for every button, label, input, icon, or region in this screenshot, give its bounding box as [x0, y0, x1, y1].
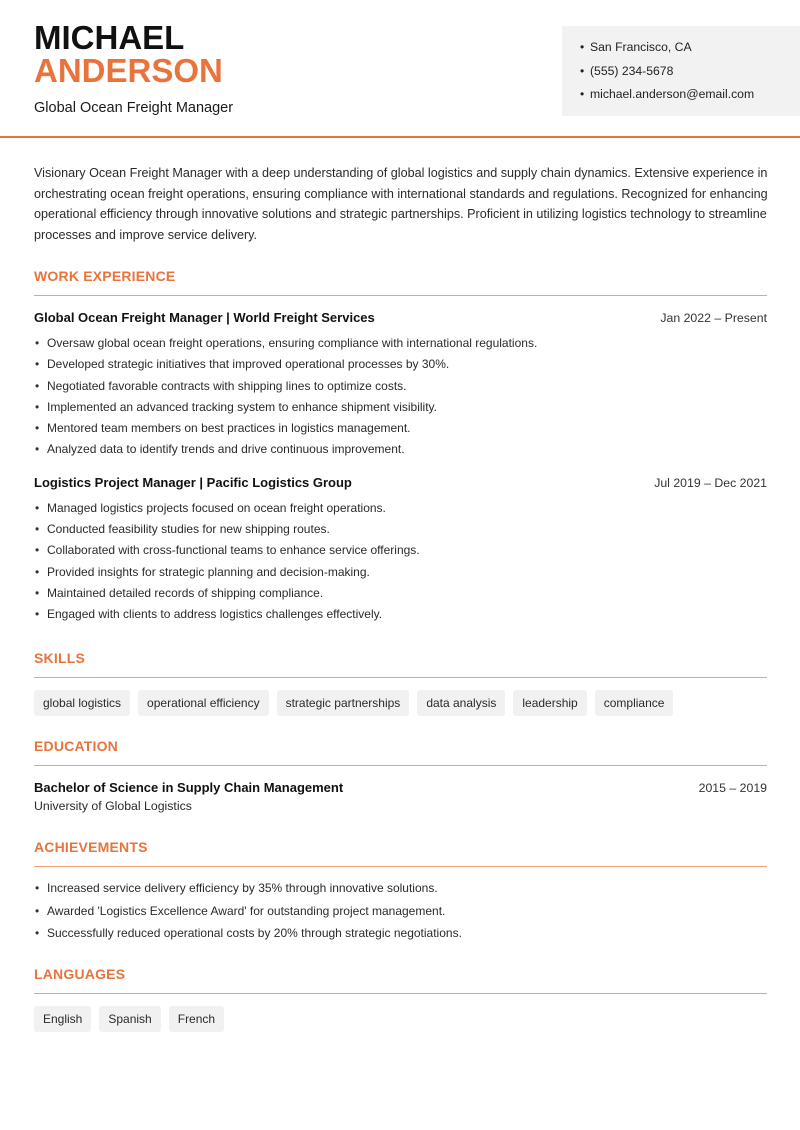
job-bullet: • Engaged with clients to address logistics challenges effectively.: [34, 604, 767, 625]
job-bullet: • Collaborated with cross-functional teams to enhance service offerings.: [34, 540, 767, 561]
contact-box: [562, 26, 800, 116]
education-header: [34, 780, 767, 795]
job-role: Logistics Project Manager | Pacific Logistics Group: [34, 474, 352, 490]
contact-phone-text: (555) 234-5678: [590, 63, 674, 78]
first-name: MICHAEL: [34, 19, 185, 56]
work-experience-section: [34, 267, 767, 626]
section-title-education: EDUCATION: [34, 738, 118, 754]
job-bullet: • Conducted feasibility studies for new shipping routes.: [34, 519, 767, 540]
degree-title: Bachelor of Science in Supply Chain Management: [34, 780, 344, 795]
skill-tag: global logistics: [34, 690, 130, 716]
achievements-section: [34, 838, 767, 945]
job-dates: Jul 2019 – Dec 2021: [654, 475, 767, 490]
education-dates: 2015 – 2019: [698, 781, 767, 795]
section-title-languages: LANGUAGES: [34, 966, 126, 982]
achievement-item: • Successfully reduced operational costs by 20% through strategic negotiations.: [34, 922, 767, 945]
professional-summary: Visionary Ocean Freight Manager with a deep understanding of global logistics and supply chain dynamics. Extensive experience in orchestrating ocean freight operations, ensuring compliance with international standards and regulations. Recognized for enhancing operational efficiency through innovative solutions and strategic partnerships. Proficient in utilizing logistics technology to streamline processes and improve service delivery.: [34, 166, 768, 242]
achievement-item: • Increased service delivery efficiency by 35% through innovative solutions.: [34, 877, 767, 900]
languages-list: [34, 1006, 767, 1032]
job-bullet: • Oversaw global ocean freight operations, ensuring compliance with international regulations.: [34, 333, 767, 354]
job-bullet: • Maintained detailed records of shipping compliance.: [34, 583, 767, 604]
skill-tag: strategic partnerships: [277, 690, 410, 716]
skill-tag: compliance: [595, 690, 674, 716]
skills-list: [34, 690, 767, 716]
skill-tag: operational efficiency: [138, 690, 269, 716]
skill-tag: leadership: [513, 690, 586, 716]
candidate-name: [34, 19, 223, 89]
resume-header: [0, 0, 800, 138]
job-title: Global Ocean Freight Manager: [34, 100, 234, 116]
bullet-icon: •: [580, 63, 585, 78]
language-tag: Spanish: [99, 1006, 160, 1032]
last-name: ANDERSON: [34, 52, 223, 89]
section-title-achievements: ACHIEVEMENTS: [34, 839, 148, 855]
job-bullet: • Analyzed data to identify trends and drive continuous improvement.: [34, 439, 767, 460]
contact-location-text: San Francisco, CA: [590, 40, 692, 54]
languages-section: [34, 965, 767, 1032]
bullet-icon: •: [580, 87, 585, 101]
job-bullet: • Developed strategic initiatives that improved operational processes by 30%.: [34, 354, 767, 375]
contact-phone: [580, 64, 800, 88]
achievement-list: [34, 877, 767, 945]
section-divider: [34, 765, 767, 766]
language-tag: French: [169, 1006, 224, 1032]
section-divider: [34, 677, 767, 678]
section-title-work: WORK EXPERIENCE: [34, 268, 176, 284]
job-entry: [34, 475, 767, 626]
job-bullet: • Implemented an advanced tracking system to enhance shipment visibility.: [34, 397, 767, 418]
contact-email: [580, 87, 800, 111]
skills-section: [34, 649, 767, 716]
language-tag: English: [34, 1006, 91, 1032]
section-divider: [34, 295, 767, 296]
section-title-skills: SKILLS: [34, 650, 85, 666]
job-role: Global Ocean Freight Manager | World Freight Services: [34, 310, 375, 325]
section-divider: [34, 866, 767, 867]
job-header: [34, 310, 767, 325]
job-bullets: [34, 333, 767, 461]
job-header: [34, 475, 767, 490]
achievement-item: • Awarded 'Logistics Excellence Award' for outstanding project management.: [34, 900, 767, 923]
contact-location: [580, 40, 800, 64]
job-bullet: • Mentored team members on best practices in logistics management.: [34, 418, 767, 439]
job-entry: [34, 310, 767, 461]
job-bullet: • Provided insights for strategic planning and decision-making.: [34, 562, 767, 583]
contact-email-text: michael.anderson@email.com: [590, 87, 755, 101]
education-section: [34, 737, 767, 813]
section-divider: [34, 993, 767, 994]
job-dates: Jan 2022 – Present: [660, 311, 767, 325]
school-name: University of Global Logistics: [34, 799, 192, 813]
job-bullet: • Managed logistics projects focused on ocean freight operations.: [34, 498, 767, 519]
job-bullets: [34, 498, 767, 626]
bullet-icon: •: [580, 40, 585, 54]
skill-tag: data analysis: [417, 690, 505, 716]
job-bullet: • Negotiated favorable contracts with shipping lines to optimize costs.: [34, 376, 767, 397]
